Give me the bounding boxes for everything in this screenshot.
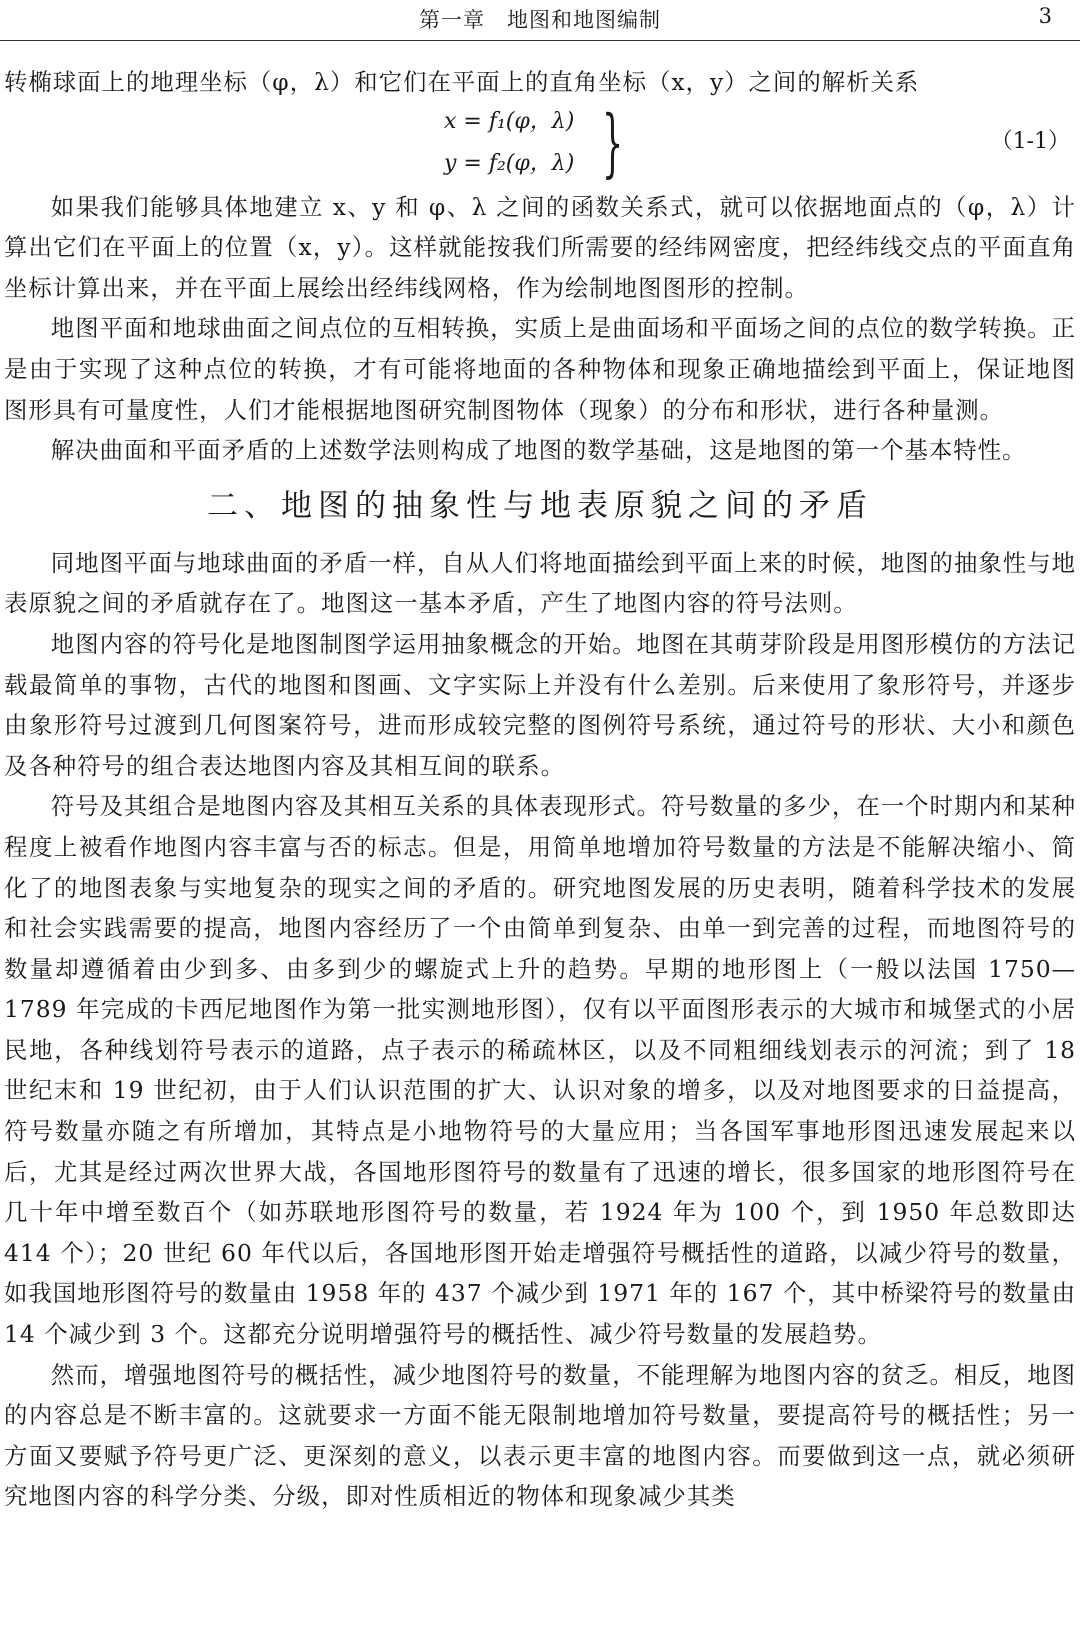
- paragraph-function-relation: 如果我们能够具体地建立 x、y 和 φ、λ 之间的函数关系式，就可以依据地面点的（φ，λ）计算出它们在平面上的位置（x，y）。这样就能按我们所需要的经纬网密度，把经纬线交点的平面直角坐标计算出来，并在平面上展绘出经纬线网格，作为绘制地图图形的控制。: [4, 192, 1076, 302]
- formula-line-x: x = f₁(φ，λ): [444, 108, 575, 134]
- section-heading: 二、地图的抽象性与地表原貌之间的矛盾: [207, 487, 873, 524]
- chapter-title: 第一章 地图和地图编制: [419, 8, 661, 32]
- running-header: [0, 0, 1080, 41]
- page-number: 3: [1038, 4, 1052, 28]
- formula-1-1: [4, 99, 1076, 187]
- paragraph-mathematical-basis: 解决曲面和平面矛盾的上述数学法则构成了地图的数学基础，这是地图的第一个基本特性。: [50, 436, 1027, 465]
- paragraph-symbolization: 地图内容的符号化是地图制图学运用抽象概念的开始。地图在其萌芽阶段是用图形模仿的方法记载最简单的事物，古代的地图和图画、文字实际上并没有什么差别。后来使用了象形符号，并逐步由象形符号过渡到几何图案符号，进而形成较完整的图例符号系统，通过符号的形状、大小和颜色及各种符号的组合表达地图内容及其相互间的联系。: [4, 629, 1076, 780]
- page-body: [4, 62, 1076, 1517]
- paragraph-symbol-history: 符号及其组合是地图内容及其相互关系的具体表现形式。符号数量的多少，在一个时期内和某种程度上被看作地图内容丰富与否的标志。但是，用简单地增加符号数量的方法是不能解决缩小、简化了的地图表象与实地复杂的现实之间的矛盾的。研究地图发展的历史表明，随着科学技术的发展和社会实践需要的提高，地图内容经历了一个由简单到复杂、由单一到完善的过程，而地图符号的数量却遵循着由少到多、由多到少的螺旋式上升的趋势。早期的地形图上（一般以法国 1750—1789 年完成的卡西尼地图作为第一批实测地形图），仅有以平面图形表示的大城市和城堡式的小居民地，各种线划符号表示的道路，点子表示的稀疏林区，以及不同粗细线划表示的河流；到了 18 世纪末和 19 世纪初，由于人们认识范围的扩大、认识对象的增多，以及对地图要求的日益提高，符号数量亦随之有所增加，其特点是小地物符号的大量应用；当各国军事地形图迅速发展起来以后，尤其是经过两次世界大战，各国地形图符号的数量有了迅速的增长，很多国家的地形图符号在几十年中增至数百个（如苏联地形图符号的数量，若 1924 年为 100 个，到 1950 年总数即达 414 个）；20 世纪 60 年代以后，各国地形图开始走增强符号概括性的道路，以减少符号的数量，如我国地形图符号的数量由 1958 年的 437 个减少到 1971 年的 167 个，其中桥梁符号的数量由 14 个减少到 3 个。这都充分说明增强符号的概括性、减少符号数量的发展趋势。: [4, 792, 1076, 1349]
- intro-paragraph: 转椭球面上的地理坐标（φ，λ）和它们在平面上的直角坐标（x，y）之间的解析关系: [4, 68, 920, 96]
- formula-line-y: y = f₂(φ，λ): [444, 150, 575, 176]
- formula-number: （1-1）: [990, 128, 1070, 154]
- paragraph-abstraction-contradiction: 同地图平面与地球曲面的矛盾一样，自从人们将地面描绘到平面上来的时候，地图的抽象性与地表原貌之间的矛盾就存在了。地图这一基本矛盾，产生了地图内容的符号法则。: [4, 548, 1076, 618]
- paragraph-symbol-generalization: 然而，增强地图符号的概括性，减少地图符号的数量，不能理解为地图内容的贫乏。相反，地图的内容总是不断丰富的。这就要求一方面不能无限制地增加符号数量，要提高符号的概括性；另一方面又要赋予符号更广泛、更深刻的意义，以表示更丰富的地图内容。而要做到这一点，就必须研究地图内容的科学分类、分级，即对性质相近的物体和现象减少其类: [4, 1360, 1076, 1511]
- paragraph-point-conversion: 地图平面和地球曲面之间点位的互相转换，实质上是曲面场和平面场之间的点位的数学转换。正是由于实现了这种点位的转换，才有可能将地面的各种物体和现象正确地描绘到平面上，保证地图图形具有可量度性，人们才能根据地图研究制图物体（现象）的分布和形状，进行各种量测。: [4, 314, 1076, 424]
- right-brace: }: [602, 99, 624, 186]
